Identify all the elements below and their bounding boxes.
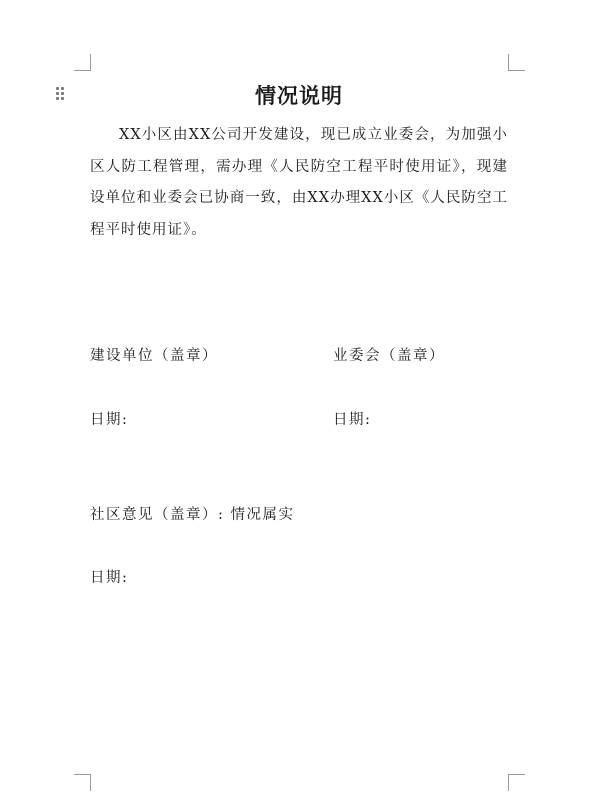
document-title: 情况说明 [255,83,343,108]
committee-seal-label: 业委会（盖章） [333,348,445,364]
developer-date-label: 日期: [90,412,129,428]
crop-mark-bottom-left [74,774,91,791]
crop-mark-bottom-right [508,774,525,791]
table-move-handle-icon[interactable] [56,87,66,101]
developer-seal-label: 建设单位（盖章） [90,348,218,364]
committee-date-label: 日期: [333,412,372,428]
community-date-label: 日期: [90,570,129,586]
community-opinion: 社区意见（盖章）: 情况属实 [90,507,295,523]
body-paragraph: XX小区由XX公司开发建设，现已成立业委会，为加强小区人防工程管理，需办理《人民防空工程平时使用证》，现建设单位和业委会已协商一致，由XX办理XX小区《人民防空工程平时使用证》。 [90,127,508,238]
crop-mark-top-right [508,54,525,71]
crop-mark-top-left [74,54,91,71]
